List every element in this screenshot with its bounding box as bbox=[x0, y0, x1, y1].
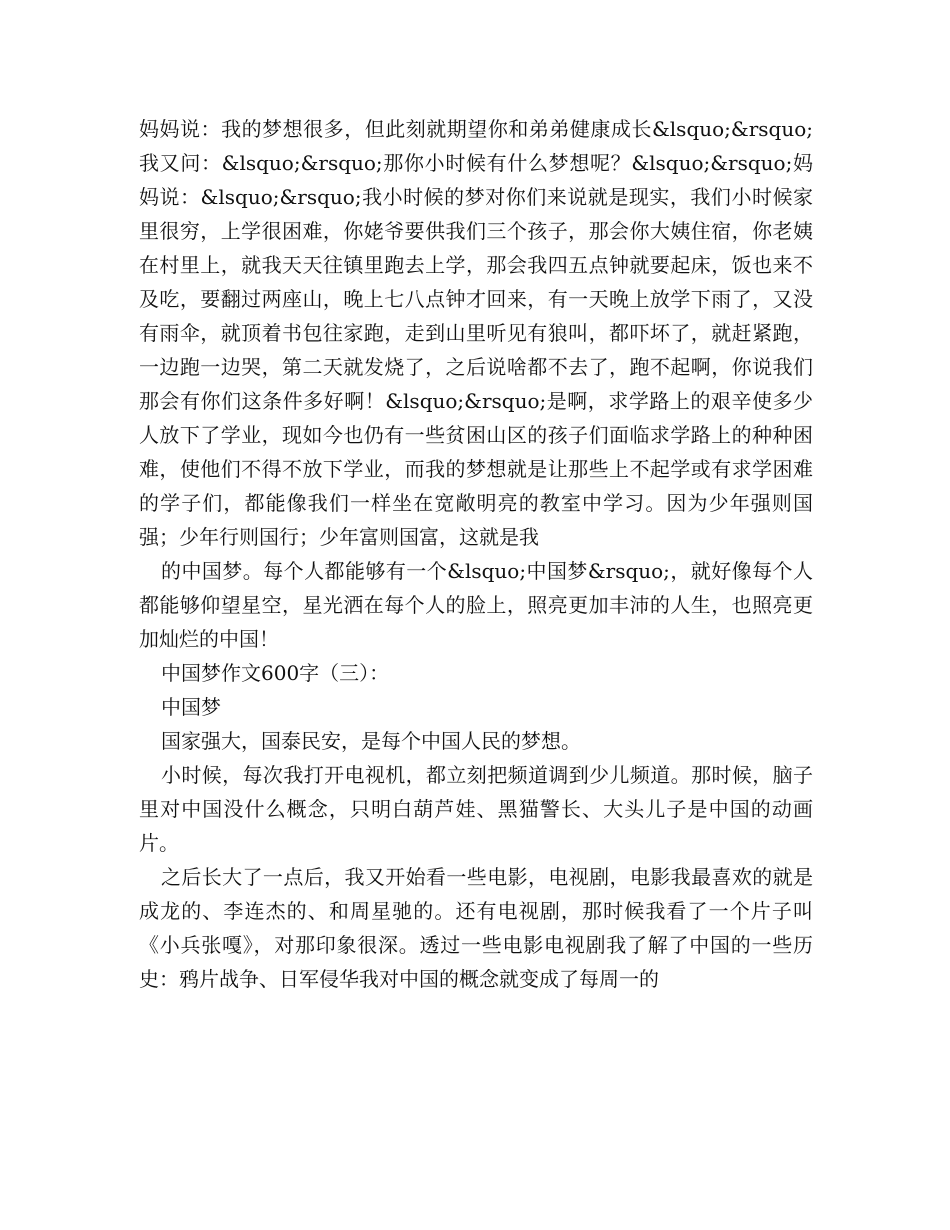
paragraph-childhood-tv: 小时候，每次我打开电视机，都立刻把频道调到少儿频道。那时候，脑子里对中国没什么概念，只明白葫芦娃、黑猫警长、大头儿子是中国的动画片。 bbox=[139, 763, 813, 855]
paragraph-movies-history: 之后长大了一点后，我又开始看一些电影，电视剧，电影我最喜欢的就是成龙的、李连杰的、和周星驰的。还有电视剧，那时候我看了一个片子叫《小兵张嘎》，对那印象很深。透过一些电影电视剧我了解了中国的一些历史：鸦片战争、日军侵华我对中国的概念就变成了每周一的 bbox=[139, 865, 813, 991]
paragraph-national-dream: 国家强大，国泰民安，是每个中国人民的梦想。 bbox=[161, 729, 581, 753]
document-body bbox=[139, 112, 813, 996]
essay-section-heading: 中国梦作文600字（三）： bbox=[161, 661, 390, 685]
essay-title: 中国梦 bbox=[161, 695, 221, 719]
paragraph-mother-dream: 妈妈说：我的梦想很多，但此刻就期望你和弟弟健康成长&lsquo;&rsquo;我又问：&lsquo;&rsquo;那你小时候有什么梦想呢？&lsquo;&rsquo;妈妈说：&lsquo;&rsquo;我小时候的梦对你们来说就是现实，我们小时候家里很穷，上学很困难，你姥爷要供我们三个孩子，那会你大姨住宿，你老姨在村里上，就我天天往镇里跑去上学，那会我四五点钟就要起床，饭也来不及吃，要翻过两座山，晚上七八点钟才回来，有一天晚上放学下雨了，又没有雨伞，就顶着书包往家跑，走到山里听见有狼叫，都吓坏了，就赶紧跑，一边跑一边哭，第二天就发烧了，之后说啥都不去了，跑不起啊，你说我们那会有你们这条件多好啊！&lsquo;&rsquo;是啊，求学路上的艰辛使多少人放下了学业，现如今也仍有一些贫困山区的孩子们面临求学路上的种种困难，使他们不得不放下学业，而我的梦想就是让那些上不起学或有求学困难的学子们，都能像我们一样坐在宽敞明亮的教室中学习。因为少年强则国强；少年行则国行；少年富则国富，这就是我 bbox=[139, 117, 813, 549]
paragraph-chinese-dream: 的中国梦。每个人都能够有一个&lsquo;中国梦&rsquo;，就好像每个人都能够仰望星空，星光洒在每个人的脸上，照亮更加丰沛的人生，也照亮更加灿烂的中国！ bbox=[139, 559, 813, 651]
